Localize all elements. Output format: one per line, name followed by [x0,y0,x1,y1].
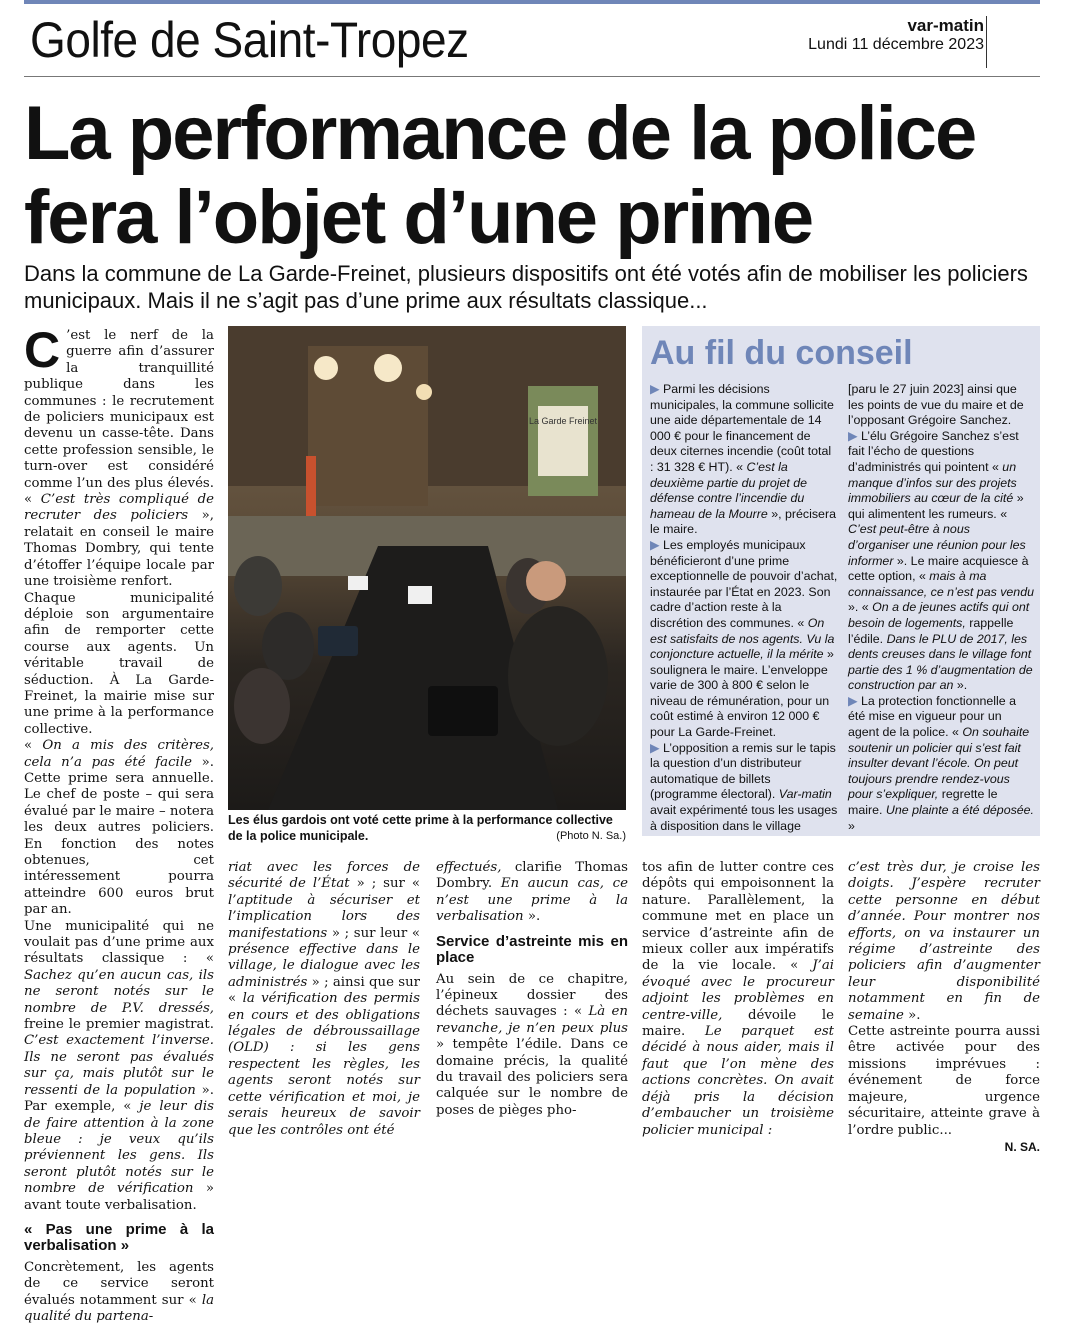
bullet-icon: ▶ [650,382,660,396]
text-run: L’élu Grégoire Sanchez s’est fait l’écho de questions d’administrés qui pointent « [848,428,1019,474]
paragraph: Cette astreinte pourra aussi être activée pour des missions imprévues : événement de force majeure, urgence sécuritaire, atteinte grave à l’ordre public... [848,1024,1040,1138]
quote-run: l’aptitude à sécuriser et l’implication lors des manifestations [228,892,420,941]
text-run: » qui alimentent les rumeurs. « [848,491,1024,521]
text-run: La protection fonctionnelle a été mise en vigueur pour un agent de la police. « [848,693,1016,740]
bullet-icon: ▶ [848,428,858,443]
quote-run: mais à ma connaissance, ce n’est pas vendu [848,569,1034,599]
subheading: « Pas une prime à la verbalisation » [24,1220,214,1254]
quote-run: présence effective dans le village, le dialogue avec les administrés [228,942,420,990]
newspaper-brand: var-matin [907,16,984,35]
text-run: Au sein de ce chapitre, l’épineux dossier des déchets sauvages : « [436,971,628,1020]
text-run: ’est le nerf de la guerre afin d’assurer la tranquillité publique dans les communes : le recrutement de policiers municipaux est devenu un casse-tête. Dans cette profession sensible, le turn-over est considéré comme l’un des plus élevés. « [24,328,214,508]
article-column-2 [228,860,420,1139]
council-meeting-photo [228,326,626,810]
quote-run: Une plainte a été déposée. [885,803,1035,818]
quote-run: J’ai évoqué avec le procureur adjoint les problèmes en centre-ville, [642,958,835,1023]
photo-illustration [228,326,626,810]
quote-run: On a mis des critères, cela n’a pas été facile [24,738,215,770]
text-run: ». Cette prime sera annuelle. Le chef de poste – qui sera évalué par le maire – notera les deux autres policiers. En fonction des notes obtenues, cet intéressement pourra atteindre 600 euros brut par an. [24,754,214,918]
text-run: » ; sur leur « [331,925,420,941]
text-run: Les employés municipaux bénéficieront d’une prime exceptionnelle de pouvoir d’achat, instaurée par l’État en 2023. Son cadre d’action reste à la discrétion des communes. « [650,537,838,630]
text-run: » avant toute verbalisation. [24,1181,214,1213]
text-run: Concrètement, les agents de ce service seront évalués notamment sur « [24,1259,214,1308]
text-run: ». [527,909,541,925]
text-run: L’opposition a remis sur le tapis la question d’un distributeur automatique de billets (programme électoral). [650,740,836,802]
header-divider [986,16,987,68]
article-column-3 [436,860,628,1119]
text-run: », relatait en conseil le maire Thomas Dombry, qui tente d’étoffer l’équipe locale par une troisième renfort. [24,508,214,590]
quote-run: Dans le PLU de 2017, les dents creuses dans le village font partie des 1 % d’augmentation de construction par an [848,631,1033,693]
quote-run: C’est exactement l’inverse. Ils ne seront pas évalués sur ça, mais plutôt sur le ressenti de la population [24,1033,214,1098]
text-run: ». Le maire acquiesce à cette option, « [848,553,1029,584]
quote-run: je leur dis de faire attention à la zone bleue : je veux qu’ils préviennent les gens. Ils seront plutôt notés sur le nombre de vérification [24,1099,214,1197]
article-column-5 [848,860,1040,1156]
bullet-icon: ▶ [650,740,660,755]
text-run: » ; sur « [356,876,420,892]
text-run: freine le premier magistrat. [24,1017,214,1033]
standfirst: Dans la commune de La Garde-Freinet, plusieurs dispositifs ont été votés afin de mobiliser les policiers municipaux. Mais il ne s’agit pas d’une prime aux résultats classique... [24,261,1028,313]
paragraph: Chaque municipalité déploie son argumentaire afin de remporter cette course aux agents. Un véritable travail de séduction. À La Garde-Freinet, la mairie mise sur une prime à la performance collective. [24,590,214,737]
quote-run: On est satisfaits de nos agents. Vu la conjoncture actuelle, il la mérite [650,615,835,662]
quote-run: Sachez qu’en aucun cas, ils ne seront notés sur le nombre de P.V. dressés, [24,967,214,1016]
headline-line-1: La performance de la police [24,91,976,176]
quote-run: c’est très dur, je croise les doigts. J’espère recruter cette personne en début d’année. Pour montrer nos efforts, on va instaurer un régime d’astreinte des policiers afin d’augmenter leur disponibilité notamment en fin de semaine [848,860,1040,1023]
sidebar-column-left [650,382,838,834]
bullet-icon: ▶ [650,537,660,552]
text-run: ». Par exemple, « [24,1082,214,1115]
quote-run: Là en revanche, je n’en peux plus [436,1004,628,1036]
paragraph: [paru le 27 juin 2023] ainsi que les points de vue du maire et de l’opposant Grégoire Sanchez. [848,382,1024,428]
headline [24,92,1054,260]
text-run: » [848,818,855,833]
quote-run: C’est la deuxième partie du projet de défense contre l’incendie du hameau de la Mourre [650,459,808,521]
article-column-1 [24,322,215,1326]
bullet-icon: ▶ [848,693,858,708]
headline-line-2: fera l’objet d’une prime [24,175,813,260]
header-rule [24,76,1040,77]
top-accent-bar [24,0,1040,4]
quote-run: C’est très compliqué de recruter des policiers [24,492,214,524]
text-run: dévoile le maire. [642,1007,835,1040]
quote-run: En aucun cas, ce n’est une prime à la verbalisation [436,876,628,925]
text-run: rappelle l’édile. [848,615,1014,646]
quote-run: la vérification des permis en cours et des obligations légales de débroussaillage (OLD) : si les gens respectent les règles, les agents seront notés sur cette vérification et moi, je serais heureux de savoir que les contrôles ont été [228,991,420,1138]
text-run: ». [908,1007,921,1023]
text-run: tos afin de lutter contre ces dépôts qui empoisonnent la nature. Parallèlement, la commune met en place un service d’astreinte afin de mieux coller aux impératifs de la vie locale. « [642,860,834,974]
subheading: Service d’astreinte mis en place [436,932,628,966]
quote-run: On a de jeunes actifs qui ont besoin de logements, [848,600,1030,630]
text-run: ». « [848,600,869,615]
quote-run: Le parquet est décidé à nous aider, mais il faut que l’on mène des actions concrètes. On avait déjà pris la décision d’embaucher un troisième policier municipal : [642,1024,834,1138]
quote-run: un manque d’infos sur des projets immobiliers au cœur de la cité [848,459,1017,506]
text-run: regrette le maire. [848,787,998,818]
text-run: » soulignera le maire. L’enveloppe varie de 300 à 800 € selon le niveau de rémunération, pour un coût estimé à environ 12 000 € pour La Garde-Freinet. [650,647,834,740]
quote-run: la qualité du partena- [24,1292,214,1325]
photo-sign-text: La Garde Freinet [528,416,598,426]
sidebar-column-right [848,382,1034,834]
quote-run: On souhaite soutenir un policier qui s’est fait insulter devant l’école. On peut toujours prendre rendez-vous pour s’expliquer, [848,725,1030,802]
article-column-4 [642,860,834,1139]
text-run: ». [956,678,968,693]
sidebar-title: Au fil du conseil [650,334,913,372]
author-signature: N. SA. [1004,1139,1040,1154]
text-run: « [24,738,33,754]
photo-caption [228,812,626,844]
quote-run: effectués, [436,860,502,875]
quote-run: C’est peut-être à nous d’organiser une réunion pour les informer [848,522,1026,568]
text-run: », précisera le maire. [650,506,836,537]
drop-cap: C [24,322,61,378]
text-run: Une municipalité qui ne voulait pas d’une prime aux résultats classique : « [24,918,214,967]
quote-run: riat avec les forces de sécurité de l’État [228,860,420,892]
text-run: clarifie Thomas Dombry. [436,860,629,892]
section-title: Golfe de Saint-Tropez [30,12,469,68]
photo-credit: (Photo N. Sa.) [556,830,626,842]
text-run: » tempête l’édile. Dans ce domaine précis, la qualité du travail des policiers sera calquée sur le nombre de poses de pièges pho- [436,1037,628,1118]
caption-text: Les élus gardois ont voté cette prime à la performance collective de la police municipale. [228,813,613,843]
quote-run: Var-matin [778,787,832,802]
text-run: » ; ainsi que sur « [228,974,420,1007]
text-run: avait expérimenté tous les usages à disposition dans le village [650,803,838,833]
publication-date: Lundi 11 décembre 2023 [808,36,984,53]
text-run: Parmi les décisions municipales, la commune sollicite une aide départementale de 14 000 € pour le financement de deux citernes incendie (coût total : 31 328 € HT). « [650,382,834,474]
